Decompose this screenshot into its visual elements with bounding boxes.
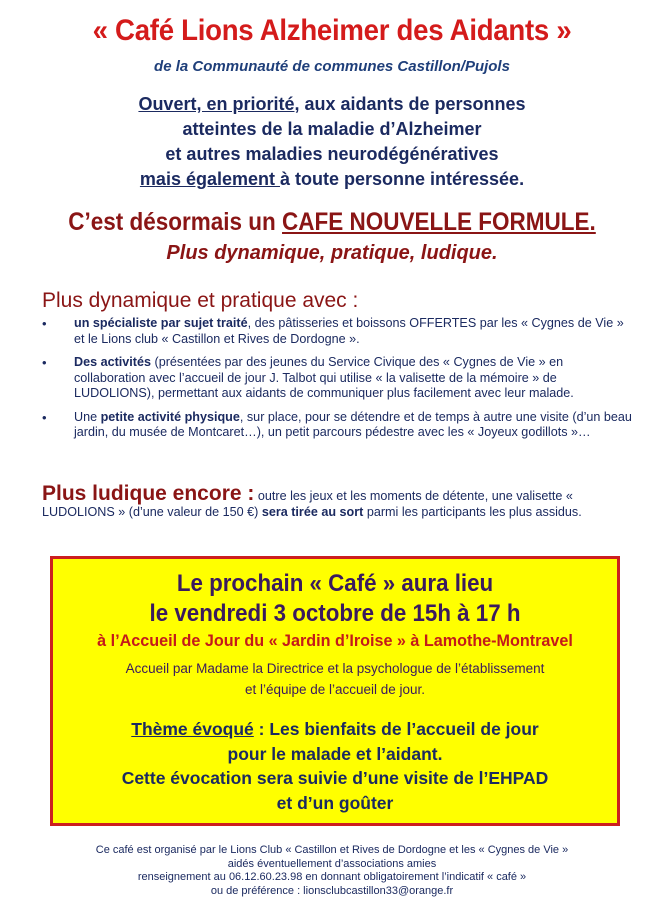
event-host bbox=[53, 658, 617, 700]
list-item bbox=[42, 316, 632, 347]
item-bold: Des activités bbox=[74, 355, 152, 369]
footer-line2: aidés éventuellement d’associations amies bbox=[227, 857, 437, 870]
theme-line1: : Les bienfaits de l’accueil de jour bbox=[253, 719, 539, 739]
item-bold: petite activité physique bbox=[100, 409, 240, 424]
intro-block bbox=[0, 92, 664, 192]
event-heading bbox=[73, 569, 598, 629]
intro-line2: atteintes de la maladie d’Alzheimer bbox=[182, 119, 482, 139]
footer-line1: Ce café est organisé par le Lions Club « Castillon et Rives de Dordogne et les « Cygnes de Vie » bbox=[95, 844, 569, 856]
page-subtitle: de la Communauté de communes Castillon/Pujols bbox=[154, 58, 510, 75]
ludique-bold: sera tirée au sort bbox=[261, 505, 364, 519]
formula-heading bbox=[33, 208, 631, 237]
bullet-icon: • bbox=[42, 355, 47, 370]
intro-line3: et autres maladies neurodégénératives bbox=[165, 144, 499, 164]
theme-line2: pour le malade et l’aidant. bbox=[227, 743, 443, 764]
formula-prefix: C’est désormais un bbox=[68, 208, 283, 236]
theme-line3: Cette évocation sera suivie d’une visite de l’EHPAD bbox=[121, 768, 549, 788]
event-theme bbox=[53, 717, 617, 815]
event-host1: Accueil par Madame la Directrice et la psychologue de l’établissement bbox=[125, 661, 545, 676]
list-item bbox=[42, 355, 632, 402]
section-ludique bbox=[42, 482, 632, 520]
ludique-text2: parmi les participants les plus assidus. bbox=[363, 505, 582, 519]
intro-line1: , aux aidants de personnes bbox=[294, 94, 526, 114]
bullet-icon: • bbox=[42, 316, 47, 331]
footer-line3: renseignement au 06.12.60.23.98 en donnant obligatoirement l’indicatif « café » bbox=[137, 871, 527, 883]
section-ludique-heading: Plus ludique encore : bbox=[42, 482, 255, 505]
event-host2: et l’équipe de l’accueil de jour. bbox=[244, 682, 426, 697]
theme-label: Thème évoqué bbox=[131, 719, 254, 739]
item-text: (présentées par des jeunes du Service Civique des « Cygnes de Vie » en collaboration avec l’accueil de jour J. Talbot qui utilise « la valisette de la mémoire » de LUDOLIONS), permettant aux aidants de communiquer plus facilement avec leur malade. bbox=[74, 355, 574, 400]
bullet-icon: • bbox=[42, 409, 47, 425]
event-location: à l’Accueil de Jour du « Jardin d’Iroise » à Lamothe-Montravel bbox=[97, 631, 573, 650]
theme-line4: et d’un goûter bbox=[276, 792, 394, 813]
item-bold: un spécialiste par sujet traité bbox=[74, 316, 248, 330]
event-box bbox=[50, 556, 620, 826]
page-title: « Café Lions Alzheimer des Aidants » bbox=[92, 14, 572, 47]
formula-subheading: Plus dynamique, pratique, ludique. bbox=[166, 242, 498, 264]
section-dynamic-heading: Plus dynamique et pratique avec : bbox=[42, 289, 359, 312]
event-date: le vendredi 3 octobre de 15h à 17 h bbox=[149, 600, 521, 627]
intro-priority: Ouvert, en priorité bbox=[138, 94, 295, 114]
intro-also: mais également bbox=[139, 169, 280, 189]
formula-highlight: CAFE NOUVELLE FORMULE. bbox=[282, 208, 596, 236]
event-line1: Le prochain « Café » aura lieu bbox=[176, 570, 494, 597]
list-item bbox=[42, 410, 632, 441]
item-text: , sur place, pour se détendre et de temps à autre une visite (d’un beau jardin, du musée de Montcaret…), un petit parcours pédestre avec les « Joyeux godillots »… bbox=[74, 409, 632, 439]
footer-line4: ou de préférence : lionsclubcastillon33@orange.fr bbox=[210, 884, 454, 897]
ludique-text1: outre les jeux et les moments de détente, une valisette « LUDOLIONS » (d’une valeur de 150 €) bbox=[42, 489, 573, 519]
item-text: , des pâtisseries et boissons OFFERTES par les « Cygnes de Vie » et le Lions club « Castillon et Rives de Dordogne ». bbox=[74, 316, 624, 346]
item-pre: Une bbox=[74, 409, 101, 424]
dynamic-list bbox=[42, 316, 632, 449]
footer bbox=[0, 844, 664, 898]
intro-line4: à toute personne intéressée. bbox=[279, 169, 525, 189]
